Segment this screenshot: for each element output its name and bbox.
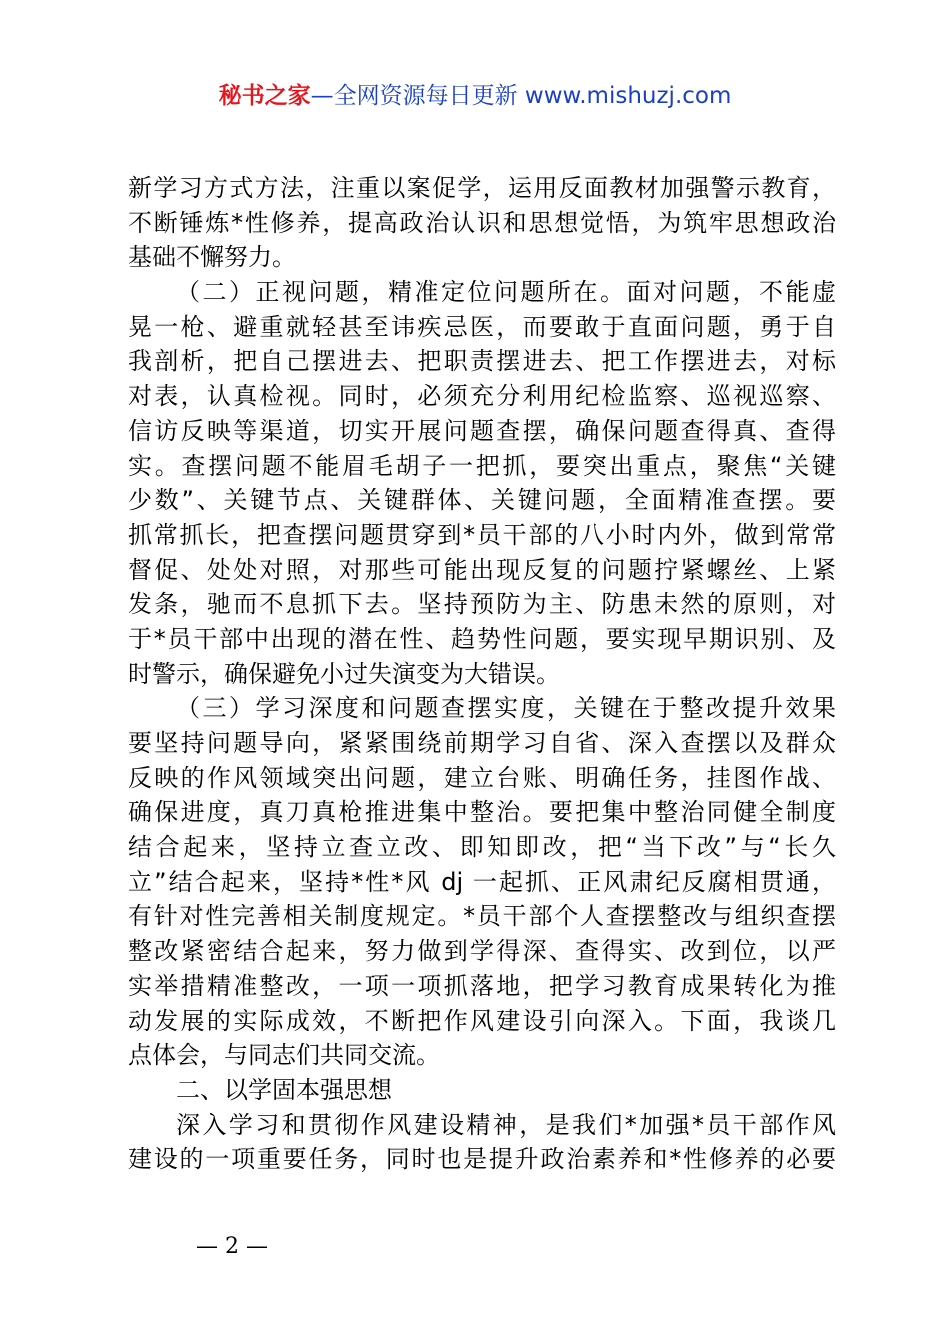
text-line: 深入学习和贯彻作风建设精神，是我们*加强*员干部作风 — [176, 1110, 836, 1139]
text-line: 确保进度，真刀真枪推进集中整治。要把集中整治同健全制度 — [128, 798, 836, 827]
text-line: 督促、处处对照，对那些可能出现反复的问题拧紧螺丝、上紧 — [128, 555, 836, 584]
text-line: 少数”、关键节点、关键群体、关键问题，全面精准查摆。要 — [128, 486, 836, 515]
text-line: 新学习方式方法，注重以案促学，运用反面教材加强警示教育， — [128, 174, 836, 202]
text-line: 抓常抓长，把查摆问题贯穿到*员干部的八小时内外，做到常常 — [128, 520, 836, 549]
text-line: 发条，驰而不息抓下去。坚持预防为主、防患未然的原则，对 — [128, 590, 836, 619]
site-url[interactable]: www.mishuzj.com — [524, 83, 732, 109]
text-line: 结合起来，坚持立查立改、即知即改，把“当下改”与“长久 — [128, 833, 836, 862]
text-line: 信访反映等渠道，切实开展问题查摆，确保问题查得真、查得 — [128, 416, 836, 445]
text-line: 立”结合起来，坚持*性*风 dj 一起抓、正风肃纪反腐相贯通， — [128, 867, 836, 896]
text-line: 时警示，确保避免小过失演变为大错误。 — [128, 659, 560, 688]
text-line: 动发展的实际成效，不断把作风建设引向深入。下面，我谈几 — [128, 1006, 836, 1035]
text-line: 实举措精准整改，一项一项抓落地，把学习教育成果转化为推 — [128, 971, 836, 1000]
text-line: 点体会，与同志们共同交流。 — [128, 1041, 440, 1070]
site-header — [0, 80, 950, 112]
text-line: （三）学习深度和问题查摆实度，关键在于整改提升效果 — [176, 694, 836, 723]
document-body — [128, 171, 836, 1177]
text-line: 不断锤炼*性修养，提高政治认识和思想觉悟，为筑牢思想政治 — [128, 208, 836, 237]
text-line: 实。查摆问题不能眉毛胡子一把抓，要突出重点，聚焦“关键 — [128, 451, 836, 480]
text-line: 对表，认真检视。同时，必须充分利用纪检监察、巡视巡察、 — [128, 382, 836, 411]
text-line: （二）正视问题，精准定位问题所在。面对问题，不能虚 — [176, 278, 836, 307]
site-brand: 秘书之家 — [218, 83, 311, 109]
text-line: 晃一枪、避重就轻甚至讳疾忌医，而要敢于直面问题，勇于自 — [128, 312, 836, 341]
text-line: 建设的一项重要任务，同时也是提升政治素养和*性修养的必要 — [128, 1145, 836, 1174]
text-line: 基础不懈努力。 — [128, 243, 296, 272]
site-tagline: —全网资源每日更新 — [310, 83, 518, 109]
page-number: — 2 — — [196, 1234, 268, 1259]
text-line: 反映的作风领域突出问题，建立台账、明确任务，挂图作战、 — [128, 763, 836, 792]
section-heading: 二、以学固本强思想 — [176, 1075, 392, 1104]
text-line: 要坚持问题导向，紧紧围绕前期学习自省、深入查摆以及群众 — [128, 729, 836, 757]
text-line: 整改紧密结合起来，努力做到学得深、查得实、改到位，以严 — [128, 937, 836, 966]
text-line: 我剖析，把自己摆进去、把职责摆进去、把工作摆进去，对标 — [128, 347, 836, 376]
text-line: 于*员干部中出现的潜在性、趋势性问题，要实现早期识别、及 — [128, 624, 836, 653]
text-line: 有针对性完善相关制度规定。*员干部个人查摆整改与组织查摆 — [128, 902, 836, 931]
